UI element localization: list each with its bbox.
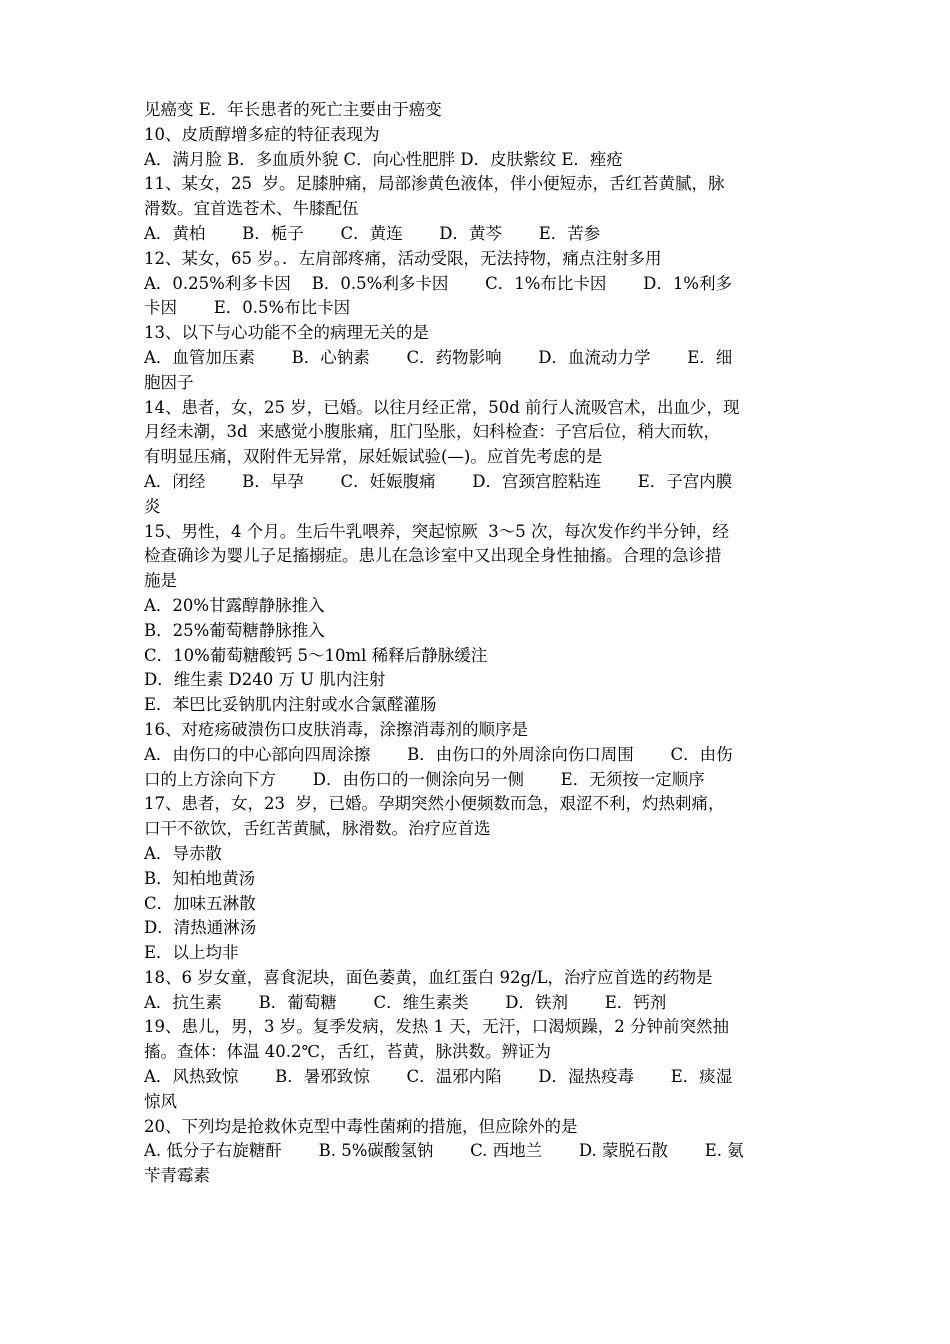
question-17-stem: 17、患者，女，23 岁，已婚。孕期突然小便频数而急，艰涩不利，灼热刺痛， (144, 794, 725, 814)
question-17-option-c: C．加味五淋散 (144, 893, 256, 913)
question-13-options-cont: 胞因子 (144, 372, 194, 392)
question-12-stem: 12、某女，65 岁。．左肩部疼痛，活动受限，无法持物，痛点注射多用 (144, 248, 662, 268)
question-20-options: A. 低分子右旋糖酐 B. 5%碳酸氢钠 C. 西地兰 D. 蒙脱石散 E. 氨 (144, 1141, 744, 1161)
question-12-options: A．0.25%利多卡因 B．0.5%利多卡因 C．1%布比卡因 D．1%利多 (144, 273, 732, 293)
question-14-stem-cont: 有明显压痛，双附件无异常，尿妊娠试验(—)。应首先考虑的是 (144, 447, 603, 467)
question-11-options: A．黄柏 B．栀子 C．黄连 D．黄芩 E．苦参 (144, 223, 601, 243)
question-16-stem: 16、对疮疡破溃伤口皮肤消毒，涂擦消毒剂的顺序是 (144, 719, 528, 739)
question-11-stem-cont: 滑数。宜首选苍术、牛膝配伍 (144, 199, 359, 219)
question-11-stem: 11、某女，25 岁。足膝肿痛，局部渗黄色液体，伴小便短赤，舌红苔黄腻，脉 (144, 174, 725, 194)
question-10-options: A．满月脸 B．多血质外貌 C．向心性肥胖 D．皮肤紫纹 E．痤疮 (144, 149, 623, 169)
question-19-stem: 19、患儿，男，3 岁。复季发病，发热 1 天，无汗，口渴烦躁，2 分钟前突然抽 (144, 1017, 729, 1037)
question-14-stem-cont: 月经未潮，3d 来感觉小腹胀痛，肛门坠胀，妇科检查：子宫后位，稍大而软， (144, 422, 721, 442)
question-15-option-a: A．20%甘露醇静脉推入 (144, 595, 325, 615)
question-19-options-cont: 惊风 (144, 1091, 177, 1111)
question-14-options-cont: 炎 (144, 496, 161, 516)
question-20-stem: 20、下列均是抢救休克型中毒性菌痢的措施，但应除外的是 (144, 1116, 578, 1136)
question-17-option-a: A．导赤散 (144, 843, 222, 863)
question-14-stem: 14、患者，女，25 岁，已婚。以往月经正常，50d 前行人流吸宫术，出血少，现 (144, 397, 740, 417)
question-12-options-cont: 卡因 E．0.5%布比卡因 (144, 298, 351, 318)
document-page (144, 98, 812, 1189)
text-line: 见癌变 E．年长患者的死亡主要由于癌变 (144, 100, 442, 119)
question-10-stem: 10、皮质醇增多症的特征表现为 (144, 124, 380, 144)
question-15-option-e: E．苯巴比妥钠肌内注射或水合氯醛灌肠 (144, 695, 437, 715)
question-15-stem: 15、男性，4 个月。生后牛乳喂养，突起惊厥 3～5 次，每次发作约半分钟，经 (144, 521, 729, 541)
question-13-stem: 13、以下与心功能不全的病理无关的是 (144, 323, 429, 343)
question-15-option-b: B．25%葡萄糖静脉推入 (144, 620, 325, 640)
question-17-option-b: B．知柏地黄汤 (144, 868, 256, 888)
question-19-stem-cont: 搐。查体：体温 40.2℃，舌红，苔黄，脉洪数。辨证为 (144, 1042, 551, 1062)
question-18-stem: 18、6 岁女童，喜食泥块，面色萎黄，血红蛋白 92g/L，治疗应首选的药物是 (144, 967, 713, 987)
question-18-options: A．抗生素 B．葡萄糖 C．维生素类 D．铁剂 E．钙剂 (144, 992, 667, 1012)
question-16-options-cont: 口的上方涂向下方 D．由伤口的一侧涂向另一侧 E．无须按一定顺序 (144, 769, 705, 789)
question-20-options-cont: 苄青霉素 (144, 1166, 210, 1186)
question-15-stem-cont: 检查确诊为婴儿子足搐搦症。患儿在急诊室中又出现全身性抽搐。合理的急诊措 (144, 546, 722, 566)
question-15-option-c: C．10%葡萄糖酸钙 5～10ml 稀释后静脉缓注 (144, 645, 488, 665)
question-17-stem-cont: 口干不欲饮，舌红苦黄腻，脉滑数。治疗应首选 (144, 819, 491, 839)
question-16-options: A．由伤口的中心部向四周涂擦 B．由伤口的外周涂向伤口周围 C．由伤 (144, 744, 733, 764)
question-14-options: A．闭经 B．早孕 C．妊娠腹痛 D．宫颈宫腔粘连 E．子宫内膜 (144, 471, 733, 491)
question-19-options: A．风热致惊 B．暑邪致惊 C．温邪内陷 D．湿热疫毒 E．痰湿 (144, 1067, 733, 1087)
question-17-option-e: E．以上均非 (144, 943, 239, 963)
question-15-option-d: D．维生素 D240 万 U 肌内注射 (144, 670, 386, 690)
question-13-options: A．血管加压素 B．心钠素 C．药物影响 D．血流动力学 E．细 (144, 347, 733, 367)
question-17-option-d: D．清热通淋汤 (144, 918, 257, 938)
question-15-stem-cont: 施是 (144, 571, 177, 591)
